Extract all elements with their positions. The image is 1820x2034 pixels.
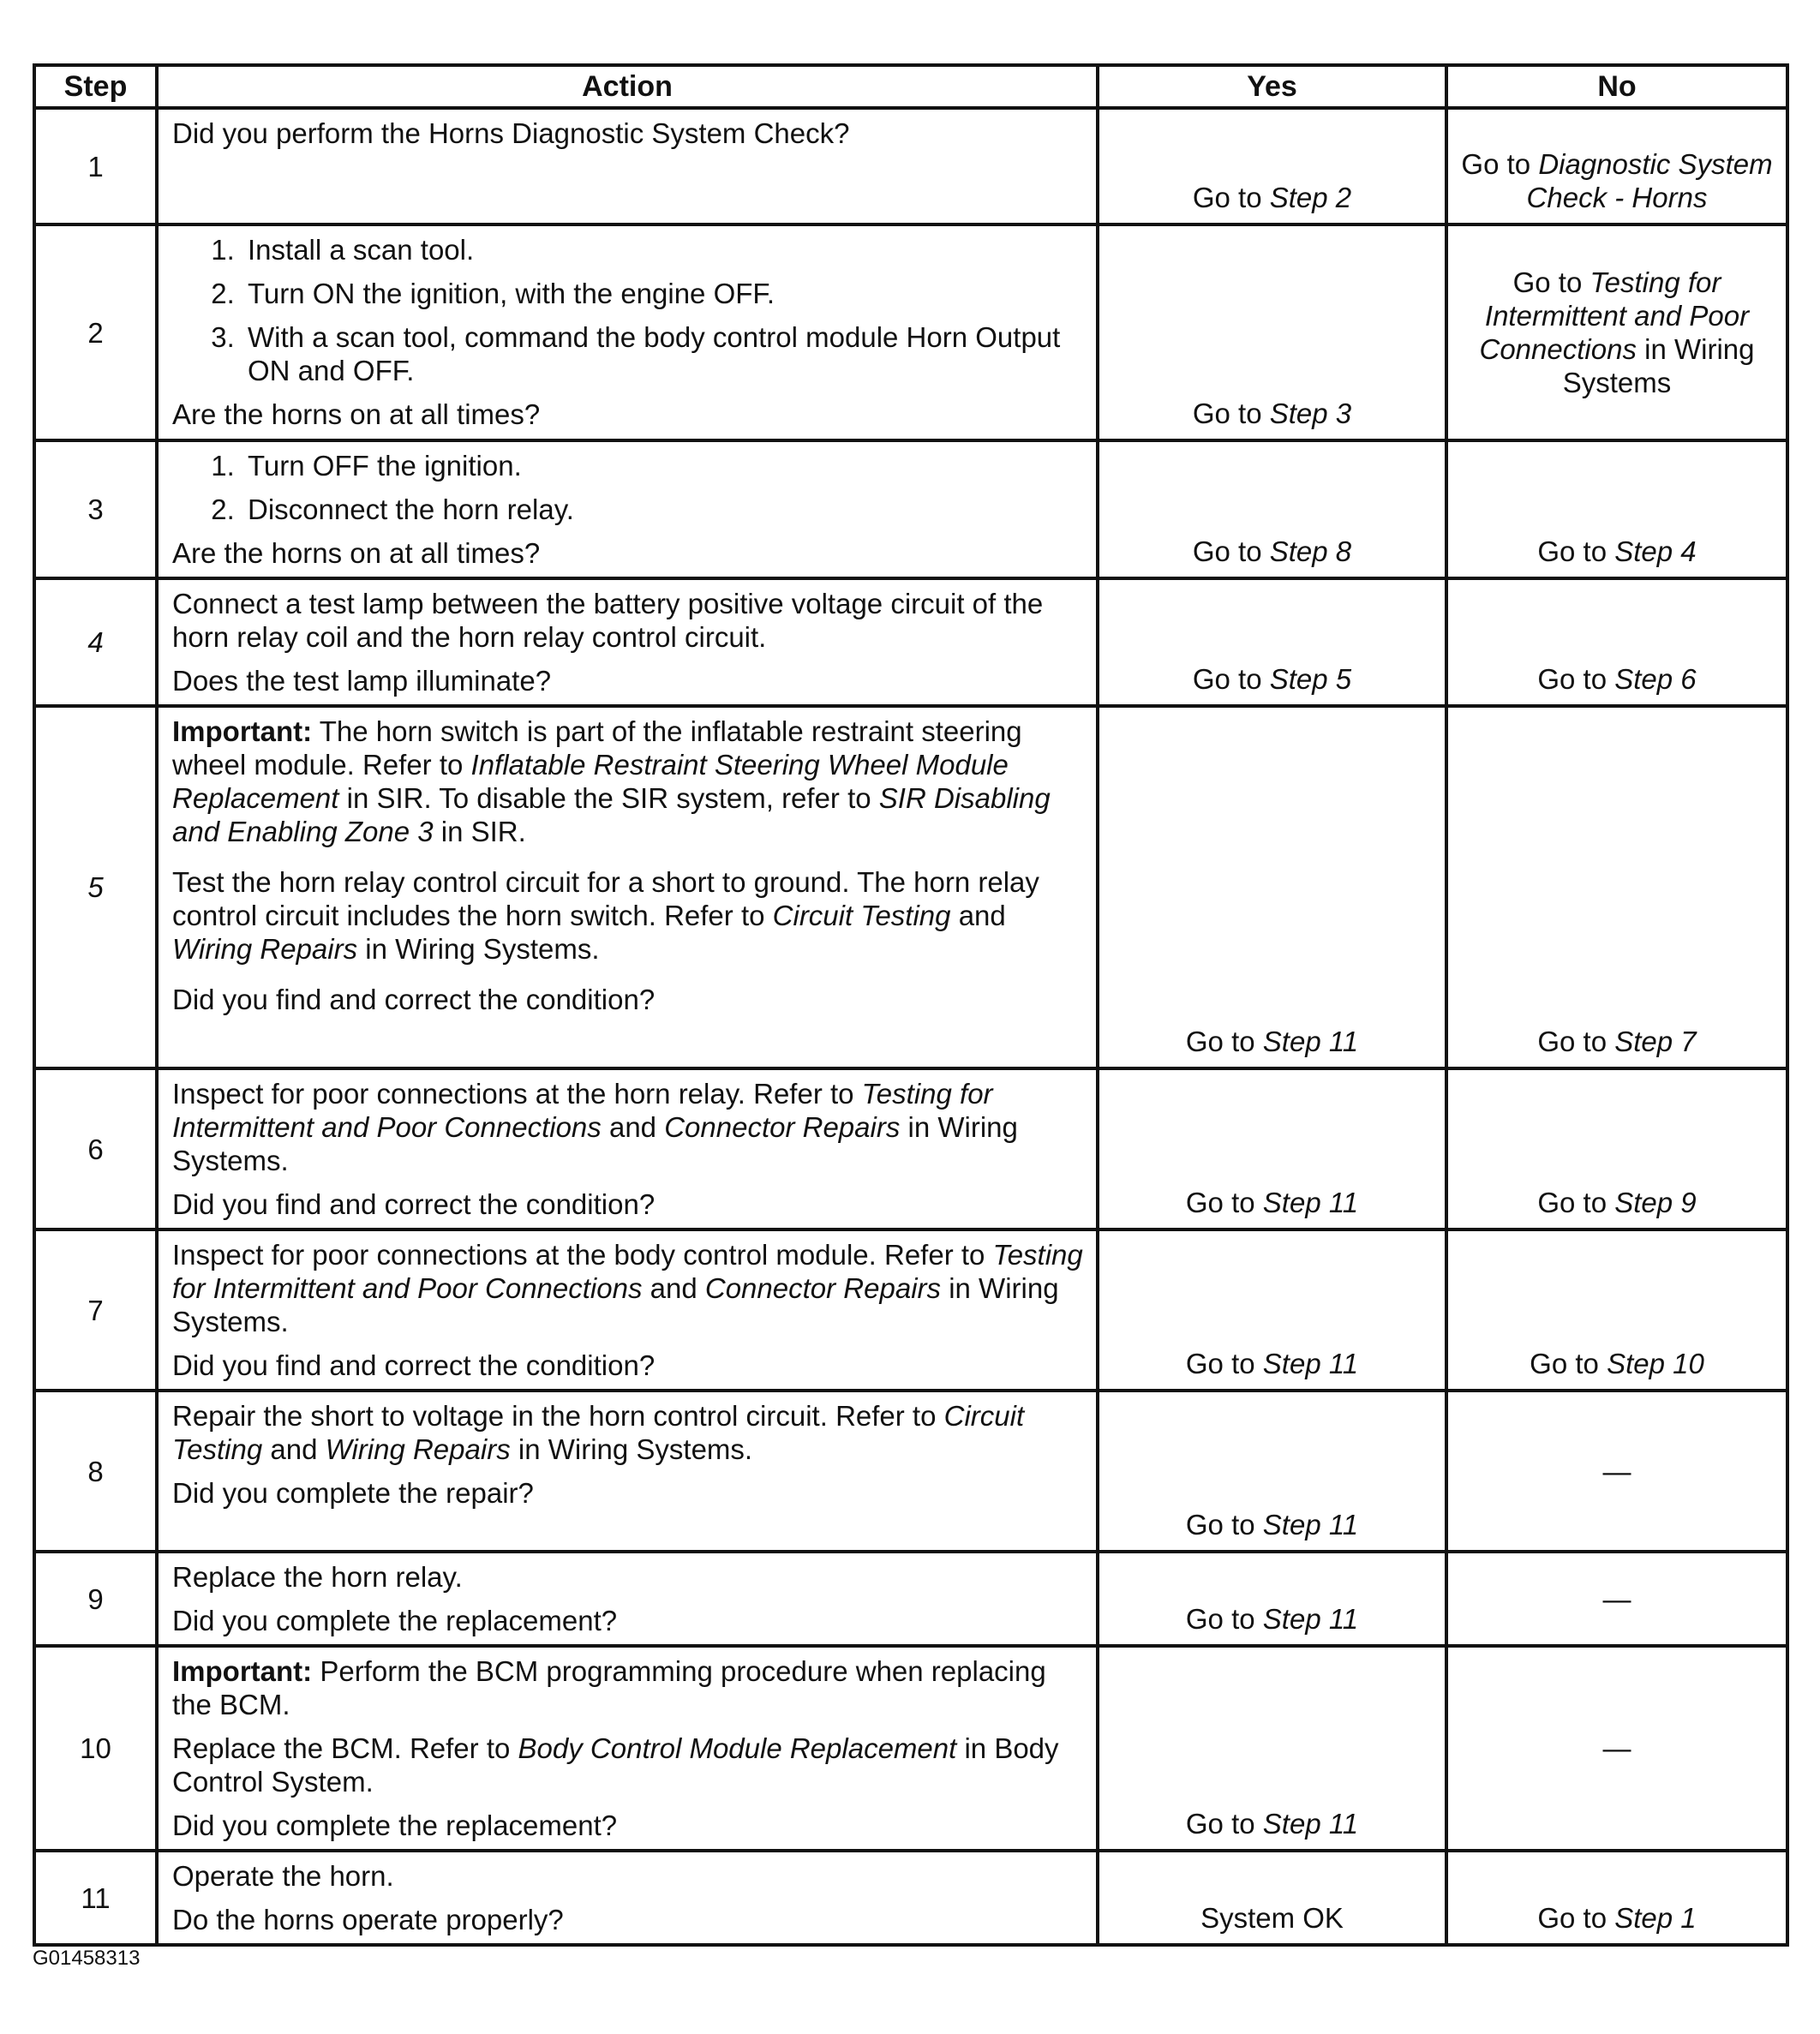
yes-cell — [1098, 108, 1446, 224]
no-cell — [1446, 108, 1787, 224]
yes-cell — [1098, 440, 1446, 578]
header-row — [34, 65, 1787, 108]
yes-cell — [1098, 1068, 1446, 1229]
action-cell — [157, 706, 1098, 1068]
header-yes: Yes — [1098, 65, 1446, 108]
header-action: Action — [157, 65, 1098, 108]
action-question: Does the test lamp illuminate? — [172, 665, 552, 697]
action-cell — [157, 108, 1098, 224]
step-number: 9 — [34, 1552, 157, 1646]
goto-prefix: Go to — [1192, 398, 1262, 429]
no-cell — [1446, 1851, 1787, 1945]
action-cell — [157, 578, 1098, 706]
step-number: 7 — [34, 1229, 157, 1391]
action-text — [172, 865, 1084, 966]
list-item: 2. Turn ON the ignition, with the engine OFF. — [242, 277, 1084, 310]
header-no: No — [1446, 65, 1787, 108]
goto-prefix: Go to — [1185, 1603, 1255, 1635]
goto-ref: Step 11 — [1262, 1603, 1359, 1635]
action-text — [172, 1732, 1084, 1798]
action-cell — [157, 1391, 1098, 1552]
action-question: Did you find and correct the condition? — [172, 984, 656, 1015]
text-part: in Wiring Systems. — [172, 1272, 1059, 1337]
text-part: and — [608, 1111, 657, 1143]
note-text: in SIR. To disable the SIR system, refer to — [346, 782, 871, 814]
yes-cell — [1098, 706, 1446, 1068]
yes-cell: System OK — [1098, 1851, 1446, 1945]
goto-prefix: Go to — [1461, 148, 1531, 180]
goto-ref: Step 3 — [1269, 398, 1352, 429]
note-text: The horn switch is part of the inflatable restraint steering wheel module. Refer to — [172, 715, 1022, 781]
text-part: Repair the short to voltage in the horn control circuit. Refer to — [172, 1400, 937, 1432]
text-ref: Connector Repairs — [704, 1272, 942, 1304]
action-text — [172, 1238, 1084, 1338]
action-question: Are the horns on at all times? — [172, 537, 541, 569]
table-row — [34, 108, 1787, 224]
action-question: Did you perform the Horns Diagnostic System Check? — [172, 117, 850, 149]
no-cell — [1446, 440, 1787, 578]
goto-ref: Step 2 — [1269, 182, 1352, 213]
table-row — [34, 578, 1787, 706]
text-part: in Wiring Systems. — [172, 1111, 1018, 1176]
goto-ref: Testing for Intermittent and Poor Connections — [1479, 266, 1750, 365]
table-row — [34, 224, 1787, 440]
action-cell — [157, 1552, 1098, 1646]
table-row — [34, 1229, 1787, 1391]
action-cell — [157, 1229, 1098, 1391]
table-row — [34, 440, 1787, 578]
action-list — [172, 449, 1084, 526]
action-question: Did you complete the replacement? — [172, 1605, 618, 1636]
list-item: 1. Install a scan tool. — [242, 233, 1084, 266]
text-part: Test the horn relay control circuit for a short to ground. The horn relay control circuit includes the horn switch. Refer to — [172, 866, 1039, 931]
diagnostic-table — [33, 63, 1789, 1947]
action-cell — [157, 1646, 1098, 1851]
important-note — [172, 715, 1084, 848]
text-ref: Circuit Testing — [772, 900, 951, 931]
goto-prefix: Go to — [1530, 1348, 1599, 1379]
action-question: Did you find and correct the condition? — [172, 1188, 656, 1220]
table-row — [34, 1851, 1787, 1945]
text-part: in Body Control System. — [172, 1732, 1059, 1798]
action-text — [172, 1399, 1084, 1466]
goto-prefix: Go to — [1185, 1348, 1255, 1379]
goto-prefix: Go to — [1185, 1808, 1255, 1840]
text-ref: Wiring Repairs — [325, 1433, 511, 1465]
step-number: 3 — [34, 440, 157, 578]
text-part: Inspect for poor connections at the horn relay. Refer to — [172, 1078, 854, 1110]
no-cell: — — [1446, 1646, 1787, 1851]
text-part: and — [958, 900, 1006, 931]
no-cell — [1446, 1068, 1787, 1229]
goto-prefix: Go to — [1537, 1026, 1607, 1057]
table-row — [34, 1646, 1787, 1851]
step-number: 1 — [34, 108, 157, 224]
goto-ref: Step 11 — [1262, 1808, 1359, 1840]
figure-id: G01458313 — [33, 1947, 141, 1970]
note-ref: Inflatable Restraint Steering Wheel Module Replacement — [172, 749, 1009, 814]
header-step: Step — [34, 65, 157, 108]
no-cell — [1446, 706, 1787, 1068]
text-part: Replace the BCM. Refer to — [172, 1732, 511, 1764]
text-ref: Testing for Intermittent and Poor Connections — [172, 1078, 993, 1143]
yes-cell — [1098, 1552, 1446, 1646]
action-cell — [157, 1068, 1098, 1229]
text-ref: Circuit Testing — [172, 1400, 1025, 1465]
important-label: Important: — [172, 1655, 313, 1687]
no-cell: — — [1446, 1391, 1787, 1552]
action-list — [172, 233, 1084, 387]
yes-cell — [1098, 224, 1446, 440]
action-text — [172, 1077, 1084, 1177]
action-question: Did you find and correct the condition? — [172, 1349, 656, 1381]
step-number: 6 — [34, 1068, 157, 1229]
goto-prefix: Go to — [1185, 1509, 1255, 1540]
important-label: Important: — [172, 715, 313, 747]
action-text: Operate the horn. — [172, 1860, 394, 1892]
action-question: Do the horns operate properly? — [172, 1904, 564, 1935]
action-question: Did you complete the replacement? — [172, 1810, 618, 1841]
goto-ref: Step 10 — [1607, 1348, 1704, 1379]
table-row — [34, 1552, 1787, 1646]
goto-prefix: Go to — [1537, 1187, 1607, 1218]
yes-cell — [1098, 1646, 1446, 1851]
action-cell — [157, 440, 1098, 578]
no-cell — [1446, 224, 1787, 440]
goto-ref: Step 4 — [1614, 535, 1697, 567]
diagnostic-table-page — [33, 63, 1786, 1947]
goto-suffix: in Wiring Systems — [1562, 333, 1755, 398]
no-cell: — — [1446, 1552, 1787, 1646]
goto-ref: Diagnostic System Check - Horns — [1526, 148, 1773, 213]
goto-ref: Step 11 — [1262, 1509, 1359, 1540]
action-cell — [157, 1851, 1098, 1945]
text-ref: Connector Repairs — [664, 1111, 901, 1143]
text-part: in Wiring Systems. — [518, 1433, 753, 1465]
goto-prefix: Go to — [1185, 1187, 1255, 1218]
text-part: and — [650, 1272, 697, 1304]
list-item: 1. Turn OFF the ignition. — [242, 449, 1084, 482]
yes-cell — [1098, 578, 1446, 706]
goto-prefix: Go to — [1192, 182, 1262, 213]
step-number: 10 — [34, 1646, 157, 1851]
step-number: 5 — [34, 706, 157, 1068]
no-cell — [1446, 1229, 1787, 1391]
goto-ref: Step 8 — [1269, 535, 1352, 567]
step-number: 2 — [34, 224, 157, 440]
note-text: in SIR. — [440, 816, 526, 847]
goto-ref: Step 7 — [1614, 1026, 1697, 1057]
text-ref: Wiring Repairs — [172, 933, 358, 965]
list-item: 2. Disconnect the horn relay. — [242, 493, 1084, 526]
note-text: Perform the BCM programming procedure when replacing the BCM. — [172, 1655, 1046, 1720]
action-text: Replace the horn relay. — [172, 1561, 463, 1593]
no-cell — [1446, 578, 1787, 706]
goto-prefix: Go to — [1537, 1902, 1607, 1934]
step-number: 11 — [34, 1851, 157, 1945]
text-ref: Testing for Intermittent and Poor Connections — [172, 1239, 1083, 1304]
step-number: 4 — [34, 578, 157, 706]
table-row — [34, 706, 1787, 1068]
list-item: 3. With a scan tool, command the body control module Horn Output ON and OFF. — [242, 320, 1084, 387]
action-text: Connect a test lamp between the battery positive voltage circuit of the horn relay coil and the horn relay control circuit. — [172, 588, 1044, 653]
goto-prefix: Go to — [1537, 663, 1607, 695]
goto-prefix: Go to — [1192, 535, 1262, 567]
goto-ref: Step 6 — [1614, 663, 1697, 695]
goto-ref: Step 1 — [1614, 1902, 1697, 1934]
goto-ref: Step 9 — [1614, 1187, 1697, 1218]
goto-prefix: Go to — [1512, 266, 1583, 298]
step-number: 8 — [34, 1391, 157, 1552]
yes-cell — [1098, 1229, 1446, 1391]
goto-ref: Step 5 — [1269, 663, 1352, 695]
action-question: Did you complete the repair? — [172, 1477, 534, 1509]
text-ref: Body Control Module Replacement — [518, 1732, 957, 1764]
note-ref: SIR Disabling and Enabling Zone 3 — [172, 782, 1051, 847]
text-part: Inspect for poor connections at the body control module. Refer to — [172, 1239, 985, 1271]
text-part: and — [270, 1433, 318, 1465]
table-row — [34, 1068, 1787, 1229]
goto-prefix: Go to — [1192, 663, 1262, 695]
table-row — [34, 1391, 1787, 1552]
text-part: in Wiring Systems. — [365, 933, 600, 965]
yes-cell — [1098, 1391, 1446, 1552]
goto-prefix: Go to — [1185, 1026, 1255, 1057]
goto-ref: Step 11 — [1262, 1187, 1359, 1218]
goto-prefix: Go to — [1537, 535, 1607, 567]
important-note — [172, 1654, 1084, 1721]
action-cell — [157, 224, 1098, 440]
goto-ref: Step 11 — [1262, 1026, 1359, 1057]
goto-ref: Step 11 — [1262, 1348, 1359, 1379]
action-question: Are the horns on at all times? — [172, 398, 541, 430]
